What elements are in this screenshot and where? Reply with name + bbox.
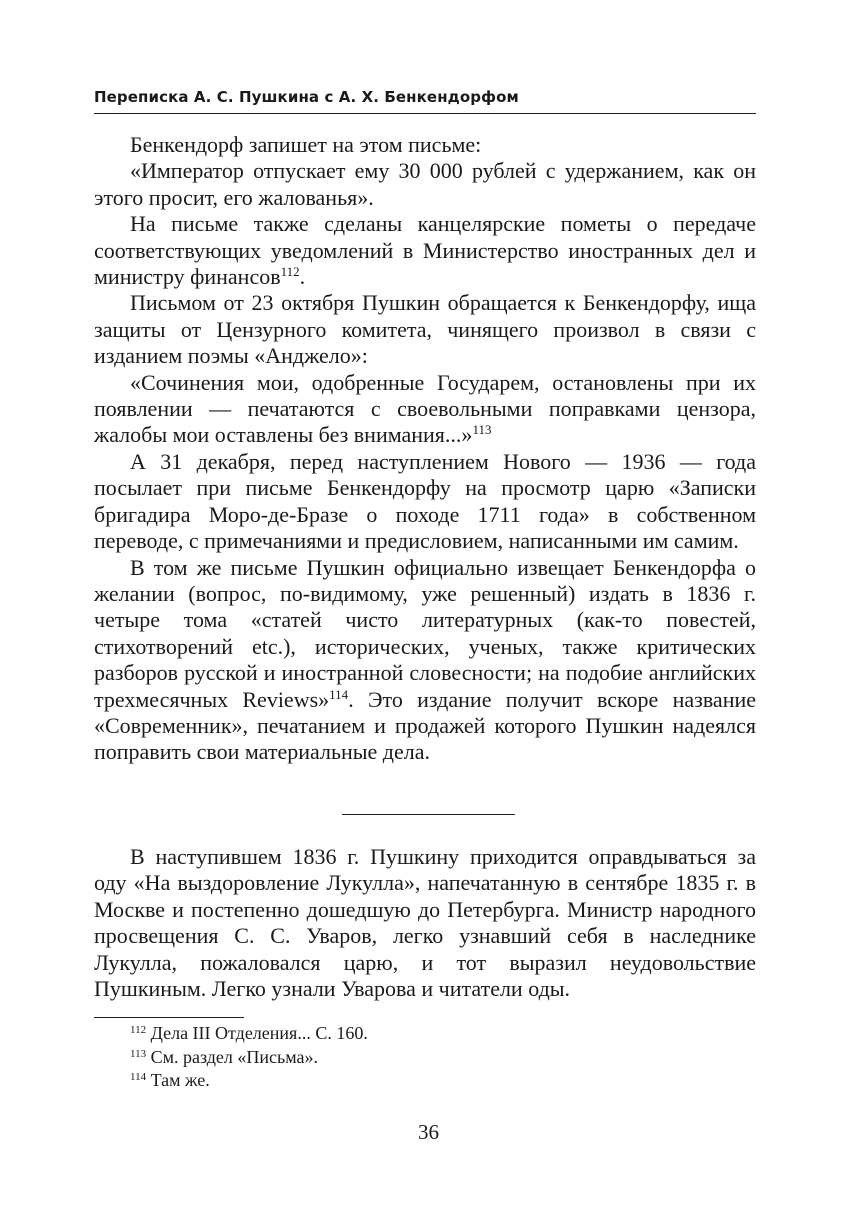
paragraph: «Сочинения мои, одобренные Государем, остановлены при их появлении — печатаются с своевольными поправками цензора, жалобы мои оставлены без внимания...»$^{113}$ [94,369,756,448]
section-separator [342,814,515,815]
paragraph: В том же письме Пушкин официально извещает Бенкендорфа о желании (вопрос, по-видимому, уже решенный) издать в 1836 г. четыре тома «статей чисто литературных (как-то повестей, стихотворений etc.), исторических, ученых, также критических разборов русской и иностранной словесности; на подобие английских трехмесячных Reviews»$^{114}$. Это издание получит вскоре название «Современник», печатанием и продажей которого Пушкин надеялся поправить свои материальные дела. [94,554,757,765]
paragraph: «Император отпускает ему 30 000 рублей с удержанием, как он этого просит, его жалованья». [94,158,756,210]
running-head: Переписка А. С. Пушкина с А. Х. Бенкендорфом [94,88,519,106]
footnotes [130,1022,750,1093]
footnote: $^{113}$ См. раздел «Письма». [130,1046,318,1067]
footnote-ref: 114 [329,686,349,702]
footnote-rule [94,1017,244,1018]
footnote: $^{112}$ Дела III Отделения... С. 160. [130,1023,368,1043]
paragraph: На письме также сделаны канцелярские пометы о передаче соответствующих уведомлений в Министерство иностранных дел и министру финансов$^{112}$. [94,211,756,290]
header-rule [94,113,756,114]
footnote: $^{114}$ Там же. [130,1070,210,1090]
page-number: 36 [418,1120,439,1144]
section-paragraph: В наступившем 1836 г. Пушкину приходится оправдываться за оду «На выздоровление Лукулла», напечатанную в сентябре 1835 г. в Москве и постепенно дошедшую до Петербурга. Министр народного просвещения С. С. Уваров, легко узнавший себя в наследнике Лукулла, пожаловался царю, и тот выразил неудовольствие Пушкиным. Легко узнали Уварова и читатели оды. [94,844,756,1002]
footnote-ref: 113 [472,422,492,438]
main-text [94,132,756,766]
paragraph: А 31 декабря, перед наступлением Нового — 1936 — года посылает при письме Бенкендорфу на просмотр царю «Записки бригадира Моро-де-Бразе о походе 1711 года» в собственном переводе, с примечаниями и предисловием, написанными им самим. [94,448,756,554]
footnote-ref: 112 [280,264,300,280]
paragraph: Бенкендорф запишет на этом письме: [130,132,482,157]
paragraph: Письмом от 23 октября Пушкин обращается к Бенкендорфу, ища защиты от Цензурного комитета, чинящего произвол в связи с изданием поэмы «Анджело»: [94,290,756,369]
